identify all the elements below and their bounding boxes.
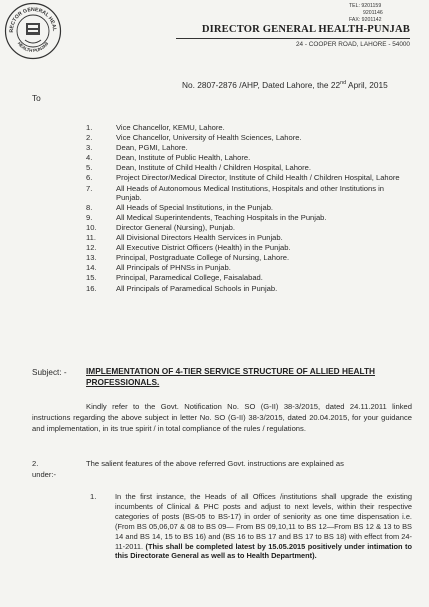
list-item-number: 3. (86, 143, 93, 153)
list-item (86, 173, 408, 182)
instruction-body: In the first instance, the Heads of all Offices /institutions shall upgrade the existing incumbents of Clinical & PHC posts and adjust to next levels, within their respective categories of posts (BS-05 to BS-17) in order of seniority as one time dispensation i.e. (From BS 05,06,07 & 08 to BS 09— From BS 09,10,11 to BS 12—From BS 12 & 13 to BS 14 and BS 14, 15 to BS 16) and (BS 16 to BS 17 and BS 17 to BS 18) with effect from 24-11-2011. (115, 492, 412, 551)
instruction-text (115, 492, 412, 561)
paragraph-continuation: under:- (32, 470, 57, 479)
letterhead-divider (176, 38, 410, 39)
list-item-number: 1. (86, 123, 93, 132)
reference-day-suffix: nd (340, 80, 347, 87)
list-item (86, 143, 408, 152)
list-item-text: All Medical Superintendents, Teaching Hospitals in the Punjab. (116, 212, 327, 222)
list-item-text: Vice Chancellor, University of Health Sciences, Lahore. (116, 133, 302, 143)
list-item-number: 2. (86, 133, 93, 143)
office-name: DIRECTOR GENERAL HEALTH-PUNJAB (201, 24, 410, 35)
list-item (86, 223, 408, 232)
list-item-number: 8. (86, 202, 93, 212)
list-item-text: Project Director/Medical Director, Institute of Child Health / Children Hospital, Lahore (116, 173, 400, 183)
seal-top-text: RECTOR GENERAL HEAL (8, 6, 58, 33)
addressee-list (86, 123, 408, 294)
fax-line: FAX: 9201142 (349, 17, 382, 23)
paragraph-number: 2. (32, 459, 39, 468)
list-item-number: 11. (86, 233, 96, 243)
list-item-text: All Heads of Special Institutions, in the Punjab. (116, 202, 274, 212)
list-item (86, 243, 408, 252)
phone-line: TEL: 9201159 (349, 3, 382, 9)
phone-block (332, 3, 424, 24)
list-item-number: 9. (86, 212, 93, 222)
list-item-text: All Principals of Paramedical Schools in Punjab. (116, 283, 278, 293)
list-item-number: 4. (86, 153, 93, 163)
list-item-number: 15. (86, 273, 97, 283)
list-item-text: Principal, Postgraduate College of Nursing, Lahore. (116, 253, 290, 263)
list-item-number: 16. (86, 283, 97, 293)
list-item-text: Director General (Nursing), Punjab. (116, 222, 236, 232)
list-item-number: 7. (86, 183, 93, 193)
list-item-text: Principal, Paramedical College, Faisalabad. (116, 273, 263, 283)
phone-line: 9201146 (363, 10, 383, 16)
list-item-text: All Principals of PHNSs in Punjab. (116, 263, 231, 273)
list-item (86, 233, 408, 242)
list-item (86, 213, 408, 222)
to-label: To (32, 93, 41, 103)
reference-date-tail: April, 2015 (346, 80, 388, 90)
department-seal-icon (4, 2, 62, 60)
list-item-text: Vice Chancellor, KEMU, Lahore. (116, 123, 225, 132)
list-item-number: 12. (86, 243, 97, 253)
list-item-number: 10. (86, 222, 97, 232)
list-item-text: All Heads of Autonomous Medical Institutions, Hospitals and other Institutions in Punjab. (116, 183, 385, 202)
list-item-number: 6. (86, 173, 93, 183)
list-item (86, 253, 408, 262)
list-item (86, 203, 408, 212)
list-item-number: 14. (86, 263, 97, 273)
list-item-text: Dean, Institute of Child Health / Children Hospital, Lahore. (116, 163, 312, 173)
subject-heading: IMPLEMENTATION OF 4-TIER SERVICE STRUCTURE OF ALLIED HEALTH PROFESSIONALS. (86, 366, 376, 387)
list-item (86, 184, 408, 202)
list-item-text: All Divisional Directors Health Services in Punjab. (116, 233, 283, 243)
seal-bottom-text: HEALTH PUNJAB (16, 40, 50, 54)
list-item (86, 133, 408, 142)
list-item-number: 13. (86, 253, 97, 263)
list-item-text: All Executive District Officers (Health) in the Punjab. (116, 243, 291, 253)
list-item (86, 273, 408, 282)
subject-label: Subject: - (32, 368, 67, 377)
reference-number: No. 2807-2876 /AHP, Dated Lahore, the 22 (182, 80, 341, 90)
list-item (86, 153, 408, 162)
letter-reference (182, 80, 412, 90)
instruction-number: 1. (90, 492, 97, 501)
office-address: 24 - COOPER ROAD, LAHORE - 54000 (295, 41, 410, 48)
list-item-text: Dean, Institute of Public Health, Lahore. (116, 153, 251, 163)
list-item (86, 123, 408, 132)
list-item-text: Dean, PGMI, Lahore. (116, 143, 188, 153)
list-item (86, 263, 408, 272)
list-item (86, 284, 408, 293)
instruction-deadline: (This shall be completed latest by 15.05.2015 positively under intimation to this Directorate General as well as to Health Department). (115, 541, 412, 561)
list-item (86, 163, 408, 172)
paragraph-reference: Kindly refer to the Govt. Notification No. SO (G-II) 38-3/2015, dated 24.11.2011 linked instructions regarding the above subject in letter No. SO (G-II) 38-3/2015, dated 20.04.2015, for your guidance and implementation, in its true spirit / in total compliance of the rules / regulations. (32, 402, 412, 433)
paragraph-salient-features: The salient features of the above referred Govt. instructions are explained as (86, 459, 344, 468)
list-item-number: 5. (86, 163, 93, 173)
